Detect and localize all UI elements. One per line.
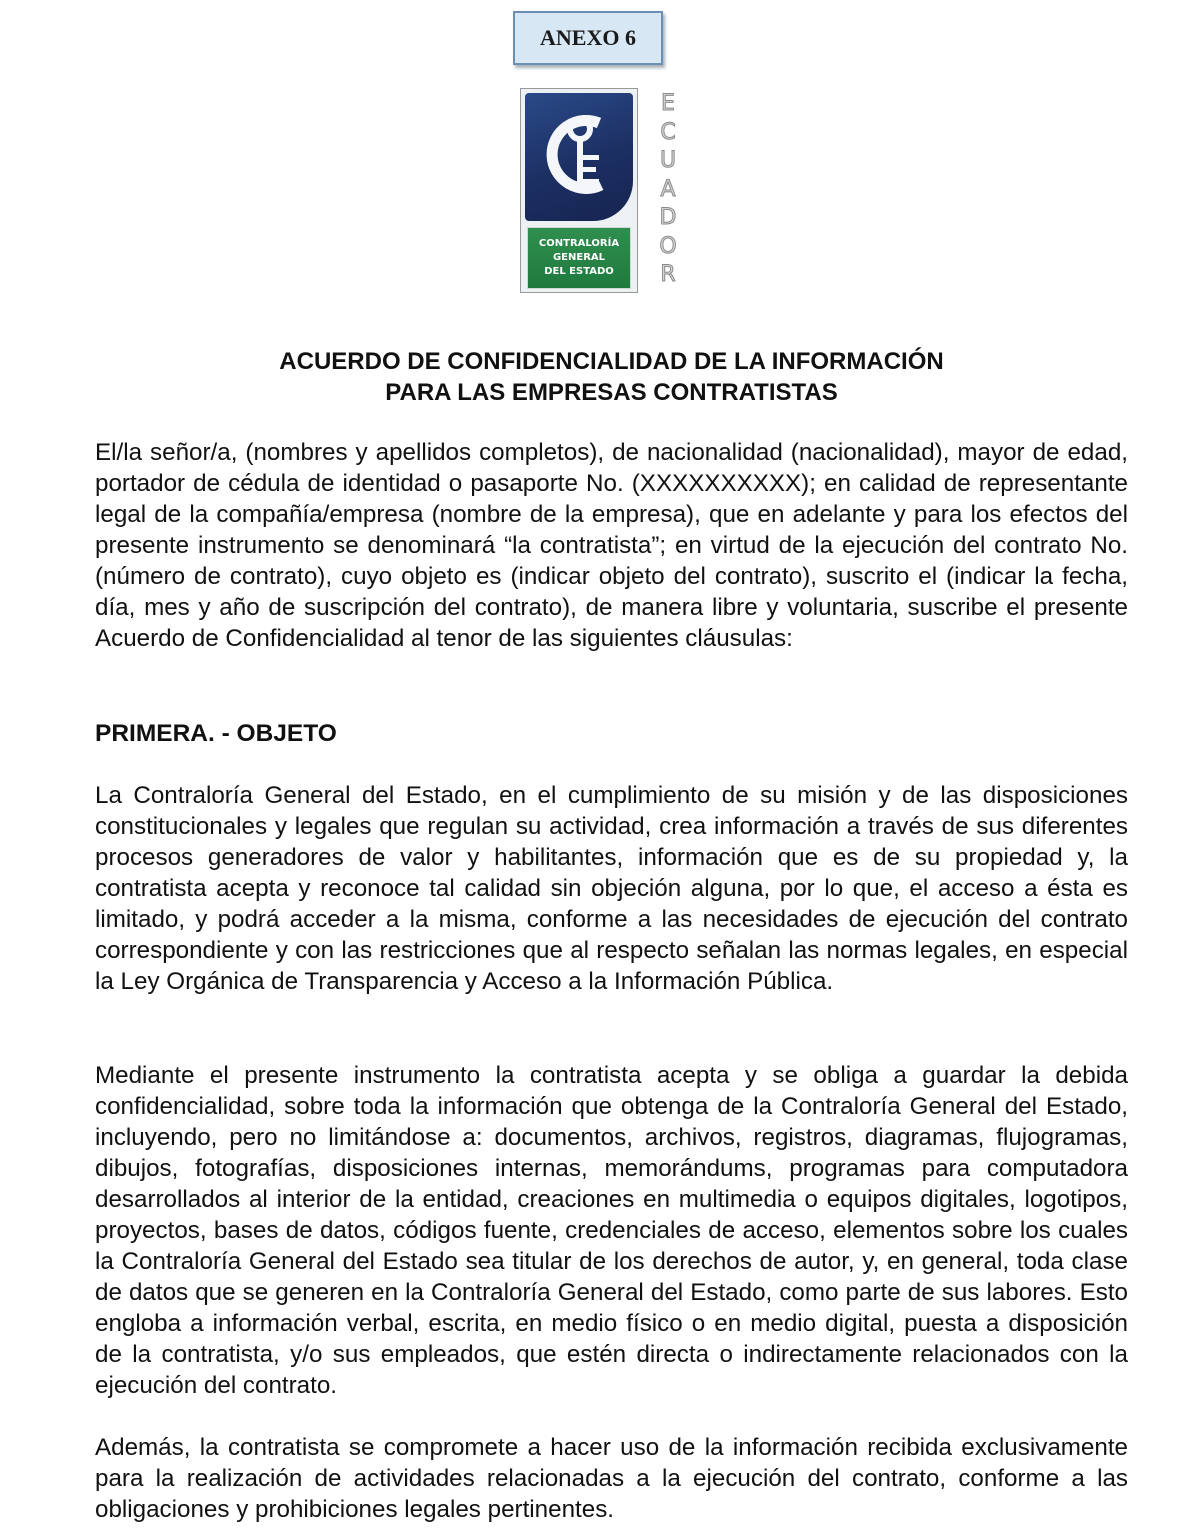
institution-logo <box>520 88 685 293</box>
body-paragraph-2: Mediante el presente instrumento la contratista acepta y se obliga a guardar la debida confidencialidad, sobre toda la información que obtenga de la Contraloría General del Estado, incluyendo, pero no limitándose a: documentos, archivos, registros, diagramas, flujogramas, dibujos, fotografías, disposiciones internas, memorándums, programas para computadora desarrollados al interior de la entidad, creaciones en multimedia o equipos digitales, logotipos, proyectos, bases de datos, códigos fuente, credenciales de acceso, elementos sobre los cuales la Contraloría General del Estado sea titular de los derechos de autor, y, en general, toda clase de datos que se generen en la Contraloría General del Estado, como parte de sus labores. Esto engloba a información verbal, escrita, en medio físico o en medio digital, puesta a disposición de la contratista, y/o sus empleados, que estén directa o indirectamente relacionados con la ejecución del contrato. <box>95 1062 1128 1399</box>
logo-letter: R <box>660 262 676 287</box>
logo-line-2: GENERAL <box>552 252 606 263</box>
logo-line-1: CONTRALORÍA <box>538 238 620 249</box>
section-heading: PRIMERA. - OBJETO <box>95 720 337 747</box>
logo-letter: C <box>660 119 676 145</box>
title-line-2: PARA LAS EMPRESAS CONTRATISTAS <box>385 379 838 406</box>
intro-paragraph: El/la señor/a, (nombres y apellidos completos), de nacionalidad (nacionalidad), mayor de edad, portador de cédula de identidad o pasaporte No. (XXXXXXXXXX); en calidad de representante legal de la compañía/empresa (nombre de la empresa), que en adelante y para los efectos del presente instrumento se denominará “la contratista”; en virtud de la ejecución del contrato No. (número de contrato), cuyo objeto es (indicar objeto del contrato), suscrito el (indicar la fecha, día, mes y año de suscripción del contrato), de manera libre y voluntaria, suscribe el presente Acuerdo de Confidencialidad al tenor de las siguientes cláusulas: <box>95 439 1128 652</box>
logo-institution-name <box>527 227 631 289</box>
body-paragraph-3: Además, la contratista se compromete a hacer uso de la información recibida exclusivamente para la realización de actividades relacionadas a la ejecución del contrato, conforme a las obligaciones y prohibiciones legales pertinentes. <box>95 1434 1128 1523</box>
logo-country-letters <box>657 90 679 290</box>
body-paragraph-1: La Contraloría General del Estado, en el cumplimiento de su misión y de las disposiciones constitucionales y legales que regulan su actividad, crea información a través de sus diferentes procesos generadores de valor y habilitantes, información que es de su propiedad y, la contratista acepta y reconoce tal calidad sin objeción alguna, por lo que, el acceso a ésta es limitado, y podrá acceder a la misma, conforme a las necesidades de ejecución del contrato correspondiente y con las restricciones que al respecto señalan las normas legales, en especial la Ley Orgánica de Transparencia y Acceso a la Información Pública. <box>95 782 1128 995</box>
logo-line-3: DEL ESTADO <box>544 266 614 277</box>
document-title <box>95 346 1128 408</box>
logo-letter: A <box>660 176 676 202</box>
cge-key-emblem-icon <box>525 93 633 221</box>
logo-letter: O <box>659 233 677 259</box>
logo-frame <box>520 88 638 293</box>
annex-label: ANEXO 6 <box>513 11 663 65</box>
title-line-1: ACUERDO DE CONFIDENCIALIDAD DE LA INFORMACIÓN <box>279 348 944 375</box>
logo-letter: D <box>659 205 677 230</box>
logo-letter: E <box>661 91 675 116</box>
logo-letter: U <box>659 148 677 173</box>
